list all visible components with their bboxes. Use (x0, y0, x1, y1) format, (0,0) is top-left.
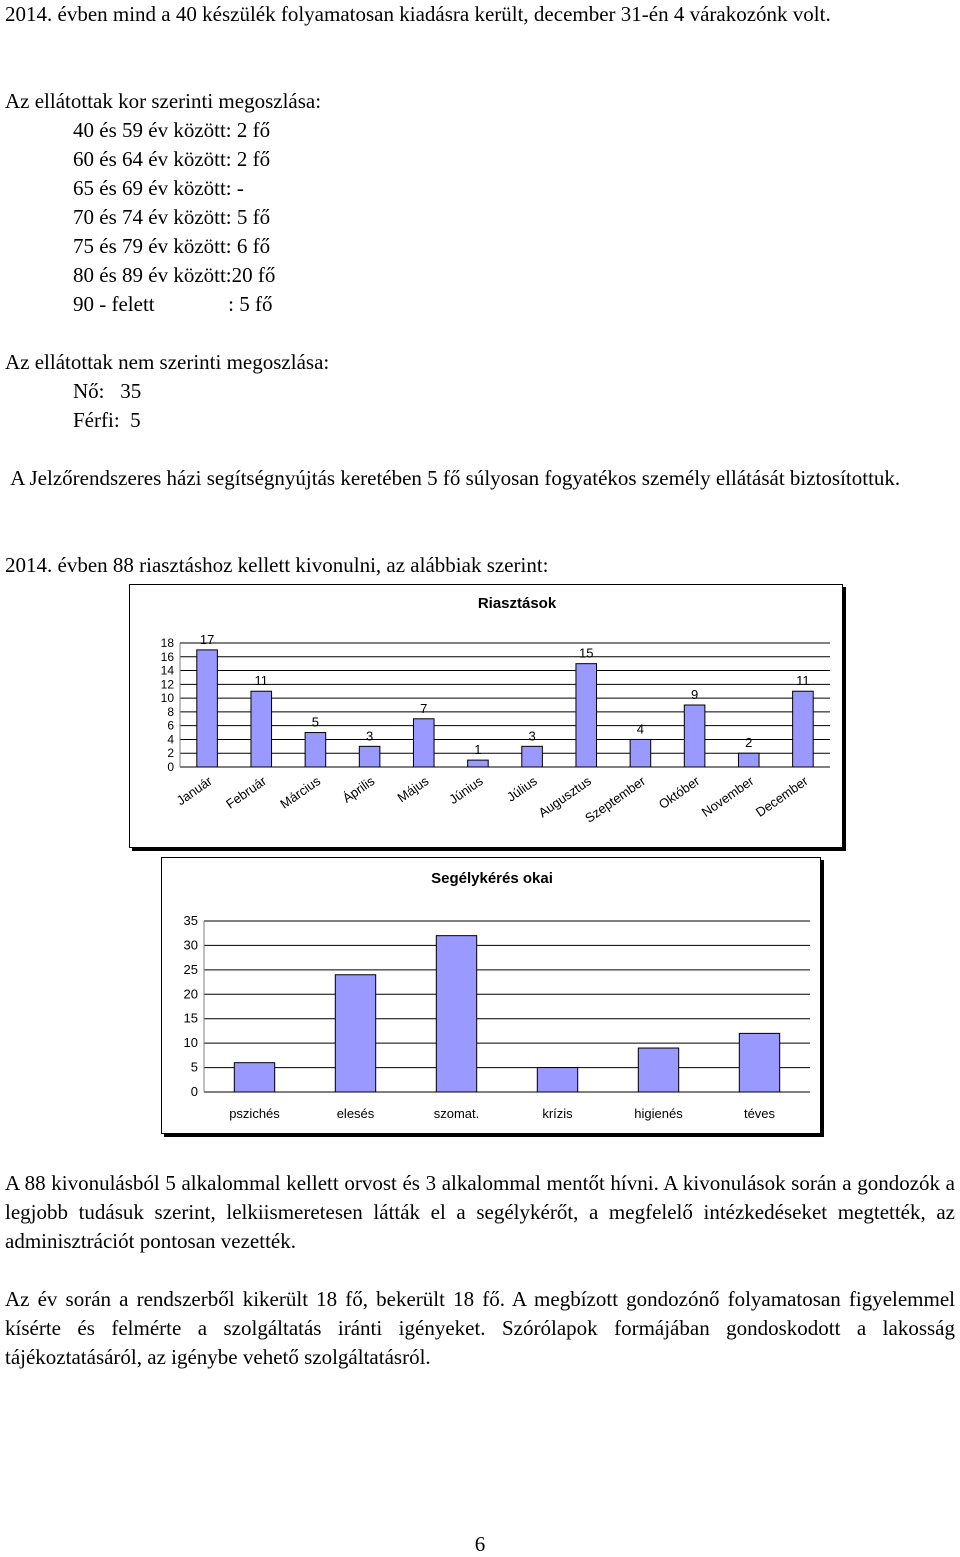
y-tick-label: 8 (167, 704, 174, 719)
data-label: 9 (690, 687, 699, 702)
x-tick-label: Szeptember (582, 773, 649, 826)
bar (197, 650, 218, 767)
data-label: 11 (796, 673, 810, 689)
data-label: 7 (420, 700, 428, 716)
x-tick-label: Június (446, 773, 486, 808)
bar (738, 753, 759, 767)
data-label: 4 (636, 721, 645, 737)
age-row: 70 és 74 év között: 5 fő (73, 205, 271, 229)
y-tick-label: 25 (183, 961, 198, 977)
y-tick-label: 0 (190, 1084, 198, 1099)
y-tick-label: 10 (183, 1035, 198, 1051)
age-heading: Az ellátottak kor szerinti megoszlása: (5, 89, 322, 113)
x-tick-label: Augusztus (535, 773, 594, 821)
data-label: 17 (199, 631, 215, 647)
alarm-chart (130, 585, 842, 847)
bar (413, 719, 434, 767)
gender-row: Nő: 35 (73, 379, 142, 403)
bar (234, 1063, 274, 1092)
bar (630, 739, 651, 767)
x-tick-label: Május (394, 773, 432, 806)
gender-heading: Az ellátottak nem szerinti megoszlása: (5, 350, 330, 374)
age-row: 80 és 89 év között:20 fő (73, 263, 276, 287)
x-tick-label: November (698, 773, 757, 820)
bar (305, 733, 326, 767)
page-number: 6 (474, 1532, 486, 1556)
x-tick-label: Február (223, 773, 269, 812)
x-tick-label: szomat. (433, 1106, 480, 1121)
bar (436, 936, 476, 1092)
age-row: 40 és 59 év között: 2 fő (73, 118, 271, 142)
y-tick-label: 6 (167, 718, 174, 733)
x-tick-label: Január (173, 773, 215, 809)
reasons-chart (162, 858, 820, 1133)
x-tick-label: Március (277, 773, 324, 812)
age-row: 90 - felett : 5 fő (73, 292, 273, 316)
y-tick-label: 15 (183, 1010, 198, 1026)
data-label: 5 (311, 714, 320, 730)
chart-title: Riasztások (477, 595, 557, 612)
bar (638, 1048, 678, 1092)
alarm-intro: 2014. évben 88 riasztáshoz kellett kivonulni, az alábbiak szerint: (5, 553, 549, 577)
x-tick-label: Július (503, 773, 540, 805)
y-tick-label: 5 (190, 1059, 198, 1075)
data-label: 11 (254, 673, 268, 689)
y-tick-label: 18 (160, 636, 174, 650)
y-tick-label: 14 (160, 663, 174, 678)
x-tick-label: Április (339, 773, 378, 806)
age-row: 75 és 79 év között: 6 fő (73, 234, 271, 258)
x-tick-label: December (752, 773, 811, 820)
bar (468, 760, 489, 767)
y-tick-label: 2 (167, 746, 174, 761)
y-tick-label: 30 (183, 937, 198, 953)
bar (684, 705, 705, 767)
y-tick-label: 20 (183, 986, 198, 1002)
bar (576, 664, 597, 767)
x-tick-label: higienés (634, 1106, 683, 1121)
reasons-chart-box (161, 857, 821, 1134)
y-tick-label: 12 (160, 677, 174, 692)
intro-paragraph: 2014. évben mind a 40 készülék folyamatosan kiadásra került, december 31-én 4 várakozónk volt. (5, 2, 831, 26)
data-label: 2 (745, 735, 753, 751)
data-label: 3 (528, 728, 536, 744)
bar (522, 746, 543, 767)
data-label: 1 (474, 742, 482, 758)
kivonulas-paragraph: A 88 kivonulásból 5 alkalommal kellett orvost és 3 alkalommal mentőt hívni. A kivonulások során a gondozók a legjobb tudásuk szerint, lelkiismeretesen látták el a segélykérőt, a megfelelő intézkedéseket megtették, az adminisztrációt pontosan vezették. (5, 1171, 955, 1253)
bar (793, 691, 814, 767)
bar (359, 746, 380, 767)
y-tick-label: 0 (167, 760, 174, 774)
y-tick-label: 16 (160, 649, 174, 664)
gender-row: Férfi: 5 (73, 408, 141, 432)
bar (251, 691, 272, 767)
y-tick-label: 4 (167, 732, 174, 747)
x-tick-label: téves (743, 1106, 776, 1121)
x-tick-label: elesés (336, 1106, 375, 1121)
age-row: 65 és 69 év között: - (73, 176, 244, 200)
ev-paragraph: Az év során a rendszerből kikerült 18 fő, bekerült 18 fő. A megbízott gondozónő folyamatosan figyelemmel kísérte és felmérte a szolgáltatás iránti igényeket. Szórólapok formájában gondoskodott a lakosság tájékoztatásáról, az igénybe vehető szolgáltatásról. (5, 1287, 955, 1369)
bar (739, 1033, 779, 1092)
x-tick-label: Október (655, 773, 703, 812)
alarm-chart-box (129, 584, 843, 848)
data-label: 15 (579, 645, 594, 661)
y-tick-label: 35 (183, 913, 198, 928)
age-row: 60 és 64 év között: 2 fő (73, 147, 271, 171)
data-label: 3 (365, 728, 374, 744)
jelzo-paragraph: A Jelzőrendszeres házi segítségnyújtás keretében 5 fő súlyosan fogyatékos személy ellátását biztosítottuk. (5, 466, 901, 490)
x-tick-label: pszichés (229, 1106, 280, 1121)
y-tick-label: 10 (160, 691, 174, 706)
chart-title: Segélykérés okai (431, 870, 553, 887)
bar (537, 1068, 577, 1092)
bar (335, 975, 375, 1092)
x-tick-label: krízis (542, 1106, 573, 1121)
